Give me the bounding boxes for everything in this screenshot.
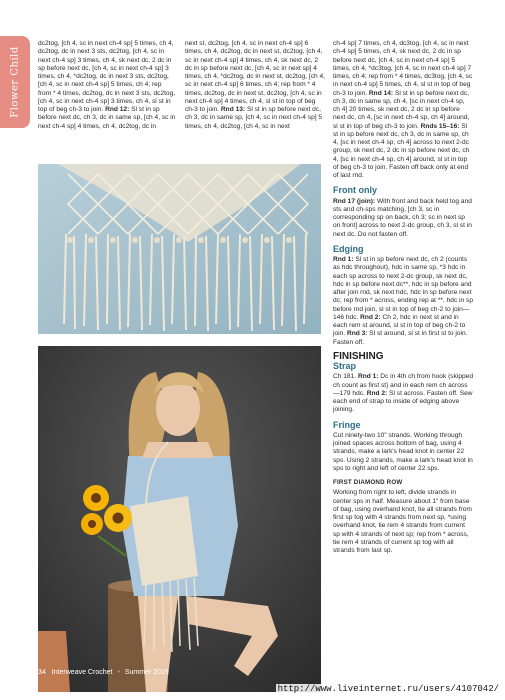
section-heading-front-only: Front only (333, 185, 377, 196)
pattern-text: ch-4 sp] 7 times, ch 4, dc3tog, [ch 4, sc in next ch-4 sp] 5 times, ch 4, sk next dc, 2 dc in sp before next dc, [ch 4, sc in next ch-4 sp] 5 times, ch 4, *dc3tog, [ch 4, sc in next ch-4 sp] 7 times, ch 4; rep from * 4 times, dc3tog, [ch 4, sc in next ch-4 sp] 5 times, ch 4, sl st in top of beg ch-3 to join. (333, 40, 473, 97)
page-number: 34 (38, 669, 46, 676)
pattern-text: With front and back held tog and sts and ch-sps matching, [ch 3, sc in corresponding sp on back, ch 3; sc in next sp on front] across to next 2-dc group, ch 3, sl st in next dc. Do not fasten off. (333, 197, 472, 238)
round-label: Rnd 14: (368, 89, 394, 97)
pattern-paragraph (333, 198, 473, 239)
bullet-separator: • (117, 669, 120, 676)
section-tab (0, 36, 30, 128)
round-label: Rnd 1: (357, 373, 379, 381)
round-label: Rnd 2: (366, 389, 388, 397)
pattern-text: Sl st in sp before next dc, ch 3, dc in same sp, ch 4, [sc in next ch-4 sp, ch 4] 20 times, sk next dc, 2 dc in sp before next dc, ch 4, [sc in next ch-4 sp, ch 4] around, sl st in top of beg ch-3 to join. (333, 89, 470, 130)
pattern-text: Sl st in sp before next dc, ch 3, dc in same sp, [ch 4, sc in next ch-4 sp] 4 times, ch 4, dc2tog, dc in (38, 106, 176, 130)
round-label: Rnd 3: (346, 330, 368, 338)
round-label: Rnds 15–16: (420, 122, 460, 130)
model-with-bag-illustration (38, 346, 321, 692)
pattern-paragraph: Cut ninety-two 10" strands. Working through joined spaces across bottom of bag, using 4 strands, make a lark's head knot in center 22 sps. Using 2 strands, make a lark's head knot in sps to right and left of center 22 sps. (333, 431, 473, 472)
pattern-paragraph (333, 256, 473, 347)
round-label: Rnd 17 (join): (333, 197, 376, 205)
section-heading-fringe: Fringe (333, 419, 361, 430)
pattern-paragraph (333, 40, 473, 180)
pattern-text: Sl st around, sl st in first st to join. Fasten off. (333, 330, 468, 346)
round-label: Rnd 2: (360, 313, 381, 321)
section-tab-label: Flower Child (9, 46, 21, 118)
issue-name: Summer 2019 (124, 669, 169, 676)
round-label: Rnd 1: (333, 256, 354, 263)
pattern-text: Dc in 4th ch from hook (skipped ch count as first st) and in each rem ch across—179 hdc. (333, 373, 474, 397)
pattern-paragraph (185, 40, 325, 131)
model-photo (38, 346, 321, 692)
pattern-text: Ch 181. (333, 373, 358, 381)
pattern-paragraph (333, 373, 473, 414)
pattern-paragraph (38, 40, 176, 131)
round-label: Rnd 12: (105, 106, 130, 113)
section-heading-finishing: FINISHING (333, 350, 384, 362)
macrame-fringe-illustration (38, 164, 321, 334)
pattern-text: Sl st in sp before next dc, ch 3, dc in same sp, [ch 4, sc in next ch-4 sp] 5 times, ch 4, dc2tog, [ch 4, sc in next (185, 106, 323, 130)
pattern-text: Sl st in sp before next dc, ch 2 (counts as hdc throughout), hdc in same sp, *3 hdc in each sp across to next 2-dc group, sk next dc, hdc in sp before next dc**, hdc in sp before and after join rnd, sk next hdc, hdc in sp before next dc; rep from * across, ending rep at **, hdc in sp before rnd join, sl st in top of beg ch-2 to join—146 hdc. (333, 256, 474, 321)
source-watermark: http://www.liveinternet.ru/users/4107042/ (277, 684, 499, 694)
text-column-2 (185, 40, 325, 131)
magazine-name: Interweave Crochet (51, 669, 113, 676)
pattern-text: next st, dc2tog, [ch 4, sc in next ch-4 sp] 6 times, ch 4, dc2tog, dc in next st, dc2tog, [ch 4, sc in next ch-4 sp] 4 times, ch 4, sk next dc, 2 dc in sp before next dc, [ch 4, sc in next sp] 4 times, ch 4, *dc2tog, dc in next st, dc2tog, [ch 4, sc in next ch-4 sp] 6 times, ch 4; rep from * 4 times, dc2tog, dc in next st, dc2tog, [ch 4, sc in next ch-4 sp] 4 times, ch 4, sl st in top of beg ch-3 to join. (185, 40, 326, 113)
text-column-1 (38, 40, 176, 131)
round-label: Rnd 13: (220, 106, 246, 113)
pattern-text: dc2tog, [ch 4, sc in next ch-4 sp] 5 times, ch 4, dc2tog, dc in next 3 sts, dc2tog, [ch 4, sc in next ch-4 sp] 3 times, ch 4, sk next dc, 2 dc in sp before next dc, [ch 4, sc in next ch-4 sp] 3 times, ch 4, *dc2tog, dc in next 3 sts, dc2tog, [ch 4, sc in next ch-4 sp] 5 times, ch 4; rep from * 4 times, dc2tog, dc in next 3 sts, dc2tog, [ch 4, sc in next ch-4 sp] 3 times, ch 4, sl st in top of beg ch-3 to join. (38, 40, 176, 113)
section-heading-strap: Strap (333, 361, 357, 371)
pattern-text: Sl st across. Fasten off. Sew each end of strap to inside of edging above joining. (333, 389, 473, 414)
pattern-text: Ch 2, hdc in next st and in each rem st around, sl st in top of beg ch-2 to join. (333, 313, 466, 338)
text-column-3 (333, 40, 473, 555)
subheading-first-diamond-row: FIRST DIAMOND ROW (333, 479, 403, 486)
pattern-text: Sl st in sp before next dc, ch 3, dc in same sp, ch 4, [sc in next ch-4 sp, ch 4] across to next 2-dc group, sk next dc, 2 dc in sp before next dc, ch 4, [sc in next ch-4 sp, ch 4] around, sl st in top of beg ch-3 to join. Fasten off back only at end of last rnd. (333, 122, 470, 179)
pattern-paragraph: Working from right to left, divide strands in center sps in half. Measure about 1" from base of bag, using overhand knot, tie all strands from first sp tog with 4 strands from next sp, *using overhand knot, tie rem 4 strands from current sp with 4 strands of next sp; rep from * across, tie rem 4 strands of current sp tog with all strands from last sp. (333, 489, 472, 554)
bag-detail-photo (38, 164, 321, 334)
section-heading-edging: Edging (333, 243, 364, 254)
page-footer (38, 669, 169, 676)
